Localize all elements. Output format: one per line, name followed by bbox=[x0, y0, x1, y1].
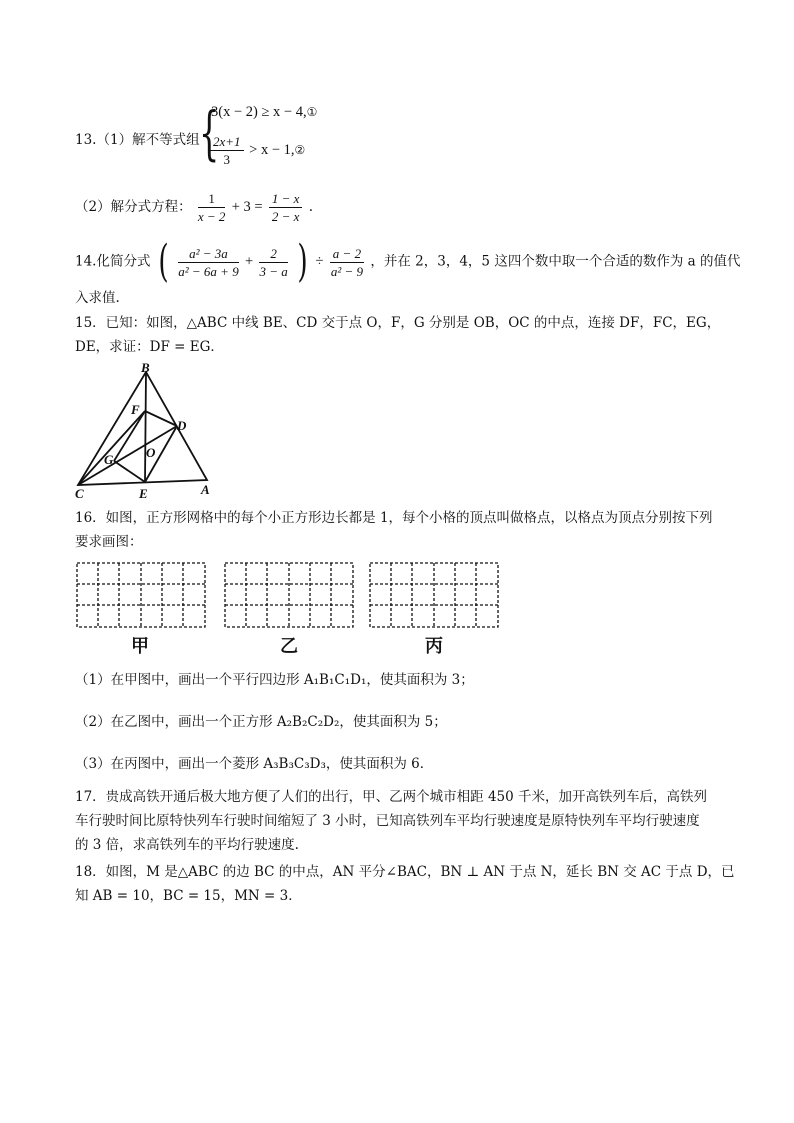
right-paren: ) bbox=[297, 236, 308, 287]
q17-line2: 车行驶时间比原特快列车行驶时间缩短了 3 小时，已知高铁列车平均行驶速度是原特快列车平均行驶速度 bbox=[75, 813, 700, 829]
grid-label-bing: 丙 bbox=[425, 636, 443, 657]
q13-part2-label: （2）解分式方程： bbox=[75, 199, 192, 215]
fraction-denominator: 2 − x bbox=[271, 209, 300, 224]
q14-number: 14. bbox=[75, 253, 97, 270]
q18-line2: 知 AB = 10，BC = 15，MN = 3． bbox=[75, 888, 302, 904]
q16-line2: 要求画图： bbox=[75, 534, 143, 550]
q14-fraction-2 bbox=[259, 245, 287, 280]
q14-fraction-1 bbox=[178, 245, 238, 280]
q15-line2: DE，求证：DF = EG． bbox=[75, 339, 224, 355]
q13-part1-label: （1）解不等式组 bbox=[96, 132, 200, 148]
fraction-denominator: 3 − a bbox=[259, 263, 288, 279]
inequality-1-text: 3(x − 2) ≥ x − 4, bbox=[211, 104, 307, 120]
fraction-numerator: 2x+1 bbox=[210, 133, 244, 151]
label-b: B bbox=[141, 360, 150, 375]
segment-fc bbox=[78, 411, 145, 485]
q16-line1: 16．如图，正方形网格中的每个小正方形边长都是 1，每个小格的顶点叫做格点，以格点为顶点分别按下列 bbox=[75, 510, 713, 526]
inequality-2-fraction bbox=[210, 133, 244, 168]
fraction-numerator: 1 − x bbox=[269, 190, 303, 208]
q14-tail: ，并在 2，3，4，5 这四个数中取一个合适的数作为 a 的值代 bbox=[370, 253, 741, 270]
eq-end: . bbox=[308, 199, 314, 215]
grid-bing bbox=[369, 562, 501, 630]
median-cd bbox=[78, 426, 177, 485]
segment-eg bbox=[114, 461, 145, 482]
fraction-denominator: x − 2 bbox=[197, 209, 226, 224]
inequality-2-rhs: > x − 1, bbox=[249, 141, 295, 158]
grid-label-yi: 乙 bbox=[280, 636, 298, 657]
label-d: D bbox=[177, 418, 187, 433]
q14-label: 化简分式 bbox=[96, 253, 151, 270]
eq-fraction-1 bbox=[198, 190, 226, 225]
q13-label bbox=[75, 130, 200, 150]
label-g: G bbox=[104, 452, 114, 467]
q13-part2 bbox=[75, 190, 313, 225]
fraction-denominator: 3 bbox=[223, 152, 231, 167]
q17-line3: 的 3 倍，求高铁列车的平均行驶速度. bbox=[75, 837, 299, 853]
fraction-numerator: 1 bbox=[198, 190, 226, 208]
eq-middle: + 3 = bbox=[231, 199, 263, 215]
q13-inequality-1 bbox=[211, 104, 317, 121]
eq-fraction-2 bbox=[269, 190, 303, 225]
q14-divide: ÷ bbox=[315, 253, 324, 270]
q16-sub3: （3）在丙图中，画出一个菱形 A₃B₃C₃D₃，使其面积为 6． bbox=[75, 756, 434, 772]
q13-number: 13. bbox=[75, 132, 97, 148]
label-e: E bbox=[139, 486, 148, 500]
q14-line1 bbox=[75, 236, 741, 287]
q13-inequality-2 bbox=[208, 133, 305, 168]
mark-1: ① bbox=[306, 105, 318, 119]
label-c: C bbox=[75, 486, 84, 500]
label-o: O bbox=[146, 445, 156, 460]
q14-fraction-3 bbox=[330, 245, 364, 280]
q15-line1: 15．已知：如图，△ABC 中线 BE、CD 交于点 O，F，G 分别是 OB，OC 的中点，连接 DF，FC，EG， bbox=[75, 315, 721, 331]
system-brace: { bbox=[199, 99, 220, 167]
q16-sub2: （2）在乙图中，画出一个正方形 A₂B₂C₂D₂，使其面积为 5； bbox=[75, 714, 447, 730]
q16-sub1: （1）在甲图中，画出一个平行四边形 A₁B₁C₁D₁，使其面积为 3； bbox=[75, 672, 474, 688]
label-a: A bbox=[201, 482, 210, 497]
q14-line2: 入求值. bbox=[75, 290, 120, 306]
grid-jia bbox=[76, 562, 208, 630]
triangle-abc bbox=[78, 372, 207, 485]
mark-2: ② bbox=[294, 142, 306, 157]
fraction-numerator: a² − 3a bbox=[178, 245, 238, 263]
grid-yi bbox=[224, 562, 356, 630]
q14-plus: + bbox=[245, 253, 254, 270]
triangle-figure bbox=[70, 360, 220, 500]
fraction-numerator: 2 bbox=[259, 245, 287, 263]
fraction-denominator: a² − 9 bbox=[330, 263, 364, 279]
fraction-numerator: a − 2 bbox=[330, 245, 364, 263]
q17-line1: 17．贵成高铁开通后极大地方便了人们的出行，甲、乙两个城市相距 450 千米，加开高铁列车后，高铁列 bbox=[75, 789, 708, 805]
grid-label-jia: 甲 bbox=[131, 636, 149, 657]
q18-line1: 18．如图，M 是△ABC 的边 BC 的中点，AN 平分∠BAC，BN ⊥ AN 于点 N，延长 BN 交 AC 于点 D，已 bbox=[75, 864, 735, 880]
left-paren: ( bbox=[158, 236, 169, 287]
label-f: F bbox=[131, 402, 140, 417]
median-be bbox=[145, 372, 146, 482]
fraction-denominator: a² − 6a + 9 bbox=[178, 263, 239, 279]
